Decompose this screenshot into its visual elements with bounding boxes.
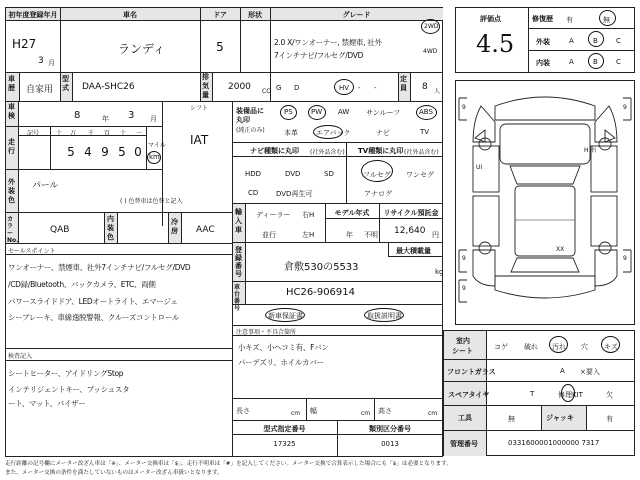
equip-tv: TV bbox=[420, 128, 430, 136]
car-history: 自家用 bbox=[26, 85, 54, 95]
type-label: 型式 bbox=[62, 75, 69, 92]
inspection-year: 8 bbox=[74, 110, 81, 121]
seat-hole: 穴 bbox=[581, 343, 588, 351]
recycle-value: 12,640 bbox=[394, 226, 426, 236]
navi-type-subtitle: (社外品含む) bbox=[310, 149, 345, 156]
spare-tire-kit: 修理KIT bbox=[558, 391, 583, 399]
mileage-unit-h3: 千 bbox=[87, 130, 94, 137]
sales-points-label: セールスポイント bbox=[8, 248, 56, 255]
front-glass-a: A bbox=[560, 367, 565, 375]
diagram-label-xx: XX bbox=[556, 246, 565, 253]
mile-label: マイル bbox=[148, 142, 166, 149]
rear-fender-left bbox=[473, 250, 495, 286]
mileage-digit-2: 4 bbox=[84, 145, 92, 159]
model-year-label: モデル年式 bbox=[334, 209, 370, 217]
exterior-color: パール bbox=[32, 181, 58, 191]
wheel-rr bbox=[599, 242, 611, 254]
ac-value: AAC bbox=[196, 225, 215, 235]
roof bbox=[515, 186, 575, 256]
jack-label: ジャッキ bbox=[546, 414, 574, 422]
drive-2wd: 2WD bbox=[424, 23, 439, 30]
car-diagram bbox=[455, 80, 635, 325]
reg-month-unit: 月 bbox=[48, 59, 55, 67]
import-label: 輸入車 bbox=[235, 208, 242, 234]
equip-abs: ABS bbox=[419, 108, 433, 116]
shift-value: IAT bbox=[190, 133, 209, 147]
ext-b: B bbox=[593, 37, 598, 45]
warranty-handbook: 取扱説明書 bbox=[367, 312, 402, 320]
grade-line-1: 2.0 X/ワンオーナー, 禁煙車, 社外 bbox=[274, 38, 382, 47]
category-label: 類別区分番号 bbox=[369, 425, 411, 433]
mileage-label: 走行 bbox=[8, 138, 15, 155]
int-c: C bbox=[616, 58, 621, 66]
int-a: A bbox=[569, 58, 574, 66]
inspector-line-1: シートヒーター、アイドリングStop bbox=[8, 369, 124, 378]
import-parallel: 並行 bbox=[262, 231, 276, 239]
front-glass-replace: ×要入 bbox=[580, 368, 600, 376]
width-unit: cm bbox=[361, 410, 371, 417]
exterior-label: 外装色 bbox=[8, 178, 15, 204]
inspector-label: 検査記入 bbox=[8, 353, 33, 360]
spare-tire-label: スペアタイヤ bbox=[448, 391, 490, 399]
equip-pw: PW bbox=[311, 108, 323, 116]
model-code: DAA-SHC26 bbox=[82, 82, 135, 92]
rear-fender-right bbox=[595, 250, 617, 286]
equip-aw: AW bbox=[338, 108, 350, 116]
tire-mark-fr: 9 bbox=[623, 104, 627, 111]
approval-label: 型式指定番号 bbox=[263, 425, 306, 433]
mileage-unit-h5: 十 bbox=[119, 130, 126, 137]
model-name: ランディ bbox=[118, 42, 166, 56]
drive-4wd: 4WD bbox=[423, 48, 438, 55]
wheel-rl bbox=[479, 242, 491, 254]
import-left: 左H bbox=[302, 231, 315, 239]
repair-no: 無 bbox=[603, 16, 610, 24]
navi-cd: CD bbox=[248, 189, 259, 197]
grade-line-2: 7インチナビ/フルセグ/DVD bbox=[274, 51, 364, 60]
max-load-label: 最大積載量 bbox=[396, 247, 431, 255]
seat-label-2: シート bbox=[452, 347, 473, 355]
ext-a: A bbox=[569, 37, 574, 45]
capacity-unit: 人 bbox=[434, 88, 441, 95]
recycle-unit: 円 bbox=[432, 231, 439, 239]
first-reg-label: 初年度登録年月 bbox=[8, 11, 58, 19]
repair-yes: 有 bbox=[566, 16, 573, 24]
sales-line-3: パワースライドドア、LEDオートライト、エマージェ bbox=[8, 297, 178, 306]
navi-type-title: ナビ種類に丸印 bbox=[250, 147, 299, 155]
tv-fullseg: フルセグ bbox=[363, 171, 391, 179]
model-label: 車名 bbox=[123, 11, 137, 19]
chassis-value: HC26-906914 bbox=[286, 287, 356, 298]
fuel-dash-2: - bbox=[374, 84, 377, 92]
sales-line-4: シーブレーキ、車線逸脱警報、クルーズコントロール bbox=[8, 313, 180, 322]
seat-scratch: キズ bbox=[604, 343, 618, 351]
ext-c: C bbox=[616, 37, 621, 45]
notes-line-1: 小キズ、小ヘコミ有、Fバン bbox=[238, 343, 329, 352]
rear-glass bbox=[511, 258, 579, 272]
recycle-label: リサイクル預託金 bbox=[383, 209, 439, 217]
plate-label: 登録番号 bbox=[235, 246, 242, 278]
equip-sunroof: サンルーフ bbox=[366, 109, 401, 117]
ac-label: 冷房 bbox=[171, 218, 178, 235]
tv-analog: アナログ bbox=[364, 190, 392, 198]
mileage-digit-4: 5 bbox=[118, 145, 126, 159]
tire-mark-spare: 9 bbox=[462, 285, 466, 292]
chassis-label: 車台番号 bbox=[234, 284, 241, 312]
sales-line-1: ワンオーナー、禁煙車、社外7インチナビ/フルセグ/DVD bbox=[8, 263, 191, 272]
displacement-label: 排気量 bbox=[202, 73, 209, 99]
score-label: 評価点 bbox=[480, 15, 501, 23]
int-label: 内装 bbox=[536, 59, 550, 67]
inspection-label: 車検 bbox=[8, 103, 15, 120]
warranty-manual: 新車保証書 bbox=[268, 312, 303, 320]
inspection-year-unit: 年 bbox=[102, 115, 109, 123]
rear-door-left bbox=[473, 196, 499, 246]
seat-tear: 破れ bbox=[524, 343, 538, 351]
ext-label: 外装 bbox=[536, 38, 550, 46]
sales-line-2: /CD録/Bluetooth、バックカメラ、ETC、両側 bbox=[8, 280, 156, 289]
grade-label: グレード bbox=[342, 11, 371, 19]
height-label: 高さ bbox=[378, 407, 392, 415]
color-no-label: カラーNo. bbox=[7, 216, 19, 244]
approval-value: 17325 bbox=[273, 440, 296, 448]
equip-ps: PS bbox=[284, 108, 293, 116]
admin-label: 管理番号 bbox=[450, 440, 478, 448]
model-year-unit: 年 bbox=[346, 231, 353, 239]
fuel-d: D bbox=[294, 84, 300, 92]
navi-hdd: HDD bbox=[245, 170, 262, 178]
windshield bbox=[510, 166, 580, 184]
tire-mark-rl: 9 bbox=[462, 255, 466, 262]
interior-color-label: 内装色 bbox=[107, 215, 114, 241]
inspection-month-unit: 月 bbox=[150, 115, 157, 123]
plate-value: 倉敷530の5533 bbox=[284, 262, 359, 273]
category-value: 0013 bbox=[381, 440, 399, 448]
mileage-digit-3: 9 bbox=[101, 145, 109, 159]
navi-sd: SD bbox=[324, 170, 334, 178]
tools-label: 工具 bbox=[458, 414, 472, 422]
inspection-month: 3 bbox=[128, 110, 135, 121]
tv-type-subtitle: (社外品含む) bbox=[404, 149, 439, 156]
reg-month: 3 bbox=[38, 56, 44, 66]
inspector-line-3: ート、マット、バイザー bbox=[8, 399, 86, 408]
model-year-unknown: 不明 bbox=[364, 231, 378, 239]
diagram-label-h: H 右 bbox=[584, 147, 597, 154]
color-no: QAB bbox=[50, 225, 70, 235]
mileage-unit-h6: 一 bbox=[135, 130, 142, 137]
seat-burn: コゲ bbox=[494, 343, 508, 351]
notes-line-2: パーデズリ、ホイルカバー bbox=[238, 358, 324, 367]
car-history-label: 車歴 bbox=[8, 75, 15, 92]
front-glass-label: フロントガラス bbox=[447, 368, 496, 376]
fuel-g: G bbox=[276, 84, 282, 92]
equip-navi: ナビ bbox=[376, 129, 390, 137]
repair-label: 修復歴 bbox=[532, 15, 553, 23]
seat-stain: 汚れ bbox=[552, 343, 566, 351]
notes-label: 注意事項・不具合箇所 bbox=[236, 329, 297, 336]
door-label: ドア bbox=[213, 11, 227, 19]
tire-mark-rr: 9 bbox=[623, 255, 627, 262]
max-load-unit: kg bbox=[435, 268, 444, 276]
footer-note-1: 走行距離の記号欄にメーター改ざん車は「※」、メーター交換車は「$」、走行不明車は「#」を記入してください。メーター交換で合算表示した場合にも「$」は必要となります。 bbox=[5, 461, 452, 467]
fuel-dash-1: - bbox=[358, 84, 361, 92]
mileage-unit-h2: 万 bbox=[69, 130, 76, 137]
mileage-unit-h1: 十 bbox=[55, 130, 62, 137]
displacement: 2000 bbox=[228, 82, 251, 92]
rear-bumper bbox=[495, 276, 595, 298]
fuel-hv: HV bbox=[339, 84, 350, 92]
door-count: 5 bbox=[216, 40, 224, 54]
tire-mark-fl: 9 bbox=[462, 104, 466, 111]
score-value: 4.5 bbox=[476, 30, 515, 58]
spare-tire-missing: 欠 bbox=[606, 391, 613, 399]
hood bbox=[500, 124, 590, 164]
length-label: 長さ bbox=[236, 407, 250, 415]
diagram-label-ui: UI bbox=[476, 164, 483, 171]
mileage-digit-1: 5 bbox=[67, 145, 75, 159]
spare-tire-t: T bbox=[530, 390, 535, 398]
admin-value: 0331600001000000 7317 bbox=[508, 439, 600, 447]
capacity: 8 bbox=[422, 82, 428, 92]
cc-unit: CC bbox=[262, 88, 271, 95]
navi-dvd: DVD bbox=[285, 170, 301, 178]
width-label: 幅 bbox=[310, 407, 317, 415]
jack-value: 有 bbox=[606, 415, 613, 423]
rear-door-right bbox=[591, 196, 617, 246]
height-unit: cm bbox=[428, 410, 438, 417]
shape-label: 形状 bbox=[248, 11, 262, 19]
equip-label-1: 装備品に bbox=[236, 107, 264, 115]
equip-label-3: (純正のみ) bbox=[236, 127, 265, 134]
exterior-note: ( ) 色替車は色替と記入 bbox=[120, 198, 183, 205]
tv-oneseg: ワンセグ bbox=[406, 171, 434, 179]
import-dealer: ディーラー bbox=[256, 211, 291, 219]
capacity-label: 定員 bbox=[400, 75, 407, 92]
footer-note-2: また、メーター交換の条件を満たしていないものはメーター改ざん車扱いとなります。 bbox=[5, 470, 223, 476]
inspector-line-2: インテリジェントキー、プッシュスタ bbox=[8, 385, 130, 394]
mileage-unit-h4: 百 bbox=[103, 130, 110, 137]
mileage-code-header: 記号 bbox=[26, 130, 39, 137]
equip-airbag: エアバック bbox=[316, 129, 351, 137]
navi-dvd-play: DVD再生可 bbox=[276, 190, 313, 198]
mileage-digit-5: 0 bbox=[134, 145, 142, 159]
int-b: B bbox=[593, 58, 598, 66]
tools-value: 無 bbox=[508, 415, 515, 423]
shift-label: シフト bbox=[190, 105, 209, 112]
front-bumper bbox=[495, 97, 595, 120]
equip-leather: 本革 bbox=[284, 129, 298, 137]
seat-label-1: 室内 bbox=[456, 337, 470, 345]
equip-label-2: 丸印 bbox=[236, 116, 250, 124]
tv-type-title: TV種類に丸印 bbox=[358, 147, 404, 155]
km-label: km bbox=[149, 153, 160, 161]
reg-year: H27 bbox=[12, 37, 37, 51]
import-right: 右H bbox=[302, 211, 315, 219]
length-unit: cm bbox=[291, 410, 301, 417]
